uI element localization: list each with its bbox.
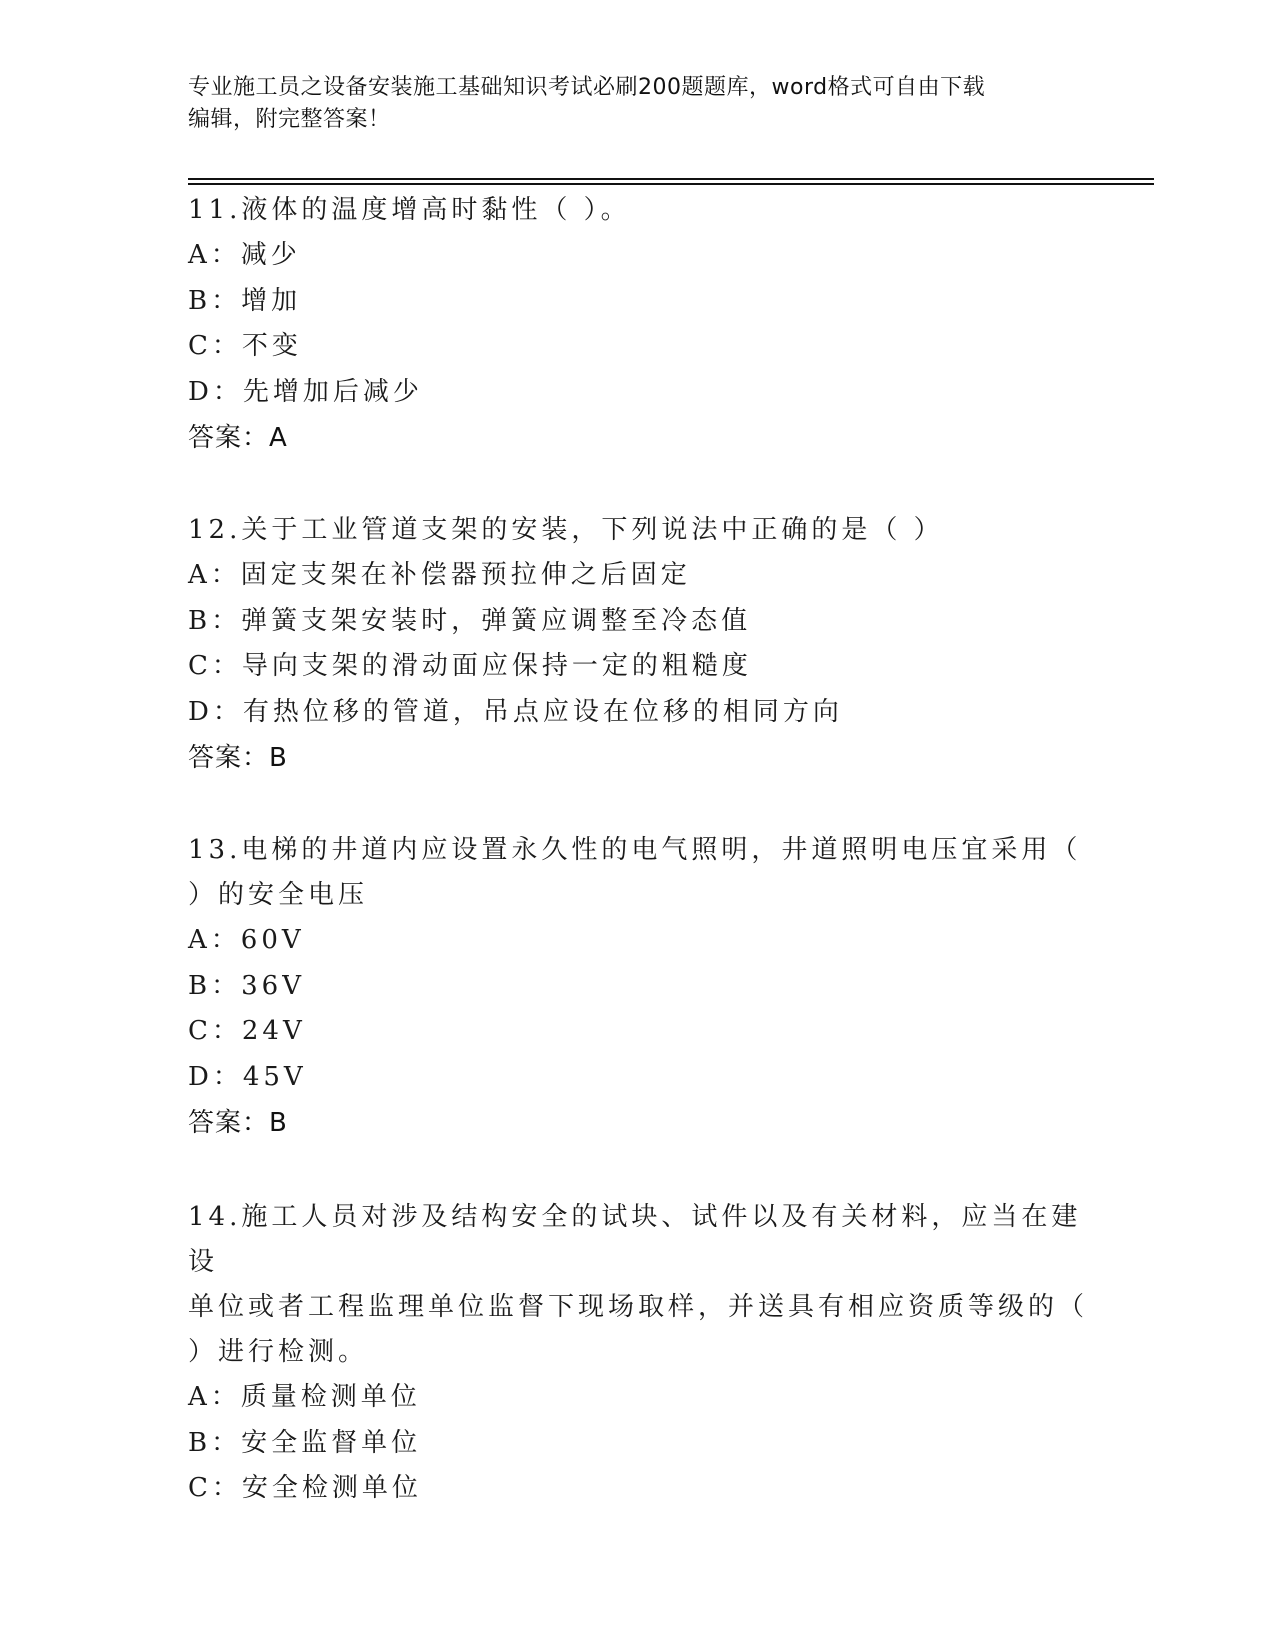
question-12 (188, 508, 1088, 781)
option-a: A：固定支架在补偿器预拉伸之后固定 (188, 560, 691, 590)
document-header (188, 72, 1088, 136)
option-c: C：24V (188, 1016, 306, 1046)
option-a: A：质量检测单位 (188, 1382, 421, 1412)
option-d: D：45V (188, 1061, 307, 1092)
question-title: 11.液体的温度增高时黏性（ ）。 (188, 195, 631, 225)
header-title-line-2: 编辑，附完整答案！ (188, 107, 391, 132)
option-c: C：不变 (188, 331, 302, 361)
answer: 答案：B (188, 743, 288, 773)
answer: 答案：B (188, 1108, 288, 1138)
option-b: B：安全监督单位 (188, 1427, 422, 1458)
answer: 答案：A (188, 423, 288, 453)
question-title-line-2: ）的安全电压 (188, 880, 369, 910)
option-d: D：有热位移的管道，吊点应设在位移的相同方向 (188, 696, 843, 727)
question-title-line-1: 13.电梯的井道内应设置永久性的电气照明，井道照明电压宜采用（ (188, 835, 1082, 865)
question-title: 12.关于工业管道支架的安装，下列说法中正确的是（ ） (188, 515, 944, 545)
header-divider-top (188, 178, 1154, 180)
option-b: B：增加 (188, 285, 302, 316)
option-a: A：60V (188, 925, 305, 955)
question-11 (188, 188, 1088, 461)
question-title-line-2: 单位或者工程监理单位监督下现场取样，并送具有相应资质等级的（ (188, 1292, 1089, 1322)
header-title-line-1: 专业施工员之设备安装施工基础知识考试必刷200题题库，word格式可自由下载 (188, 75, 986, 100)
question-13 (188, 828, 1088, 1146)
option-d: D：先增加后减少 (188, 376, 423, 407)
option-c: C：安全检测单位 (188, 1473, 422, 1503)
option-c: C：导向支架的滑动面应保持一定的粗糙度 (188, 651, 752, 681)
option-b: B：弹簧支架安装时，弹簧应调整至冷态值 (188, 605, 752, 636)
header-divider-bottom (188, 183, 1154, 185)
option-b: B：36V (188, 970, 305, 1001)
question-title-line-3: ）进行检测。 (188, 1337, 369, 1367)
option-a: A：减少 (188, 240, 301, 270)
question-14 (188, 1195, 1088, 1512)
question-title-line-1: 14.施工人员对涉及结构安全的试块、试件以及有关材料，应当在建设 (188, 1202, 1082, 1277)
